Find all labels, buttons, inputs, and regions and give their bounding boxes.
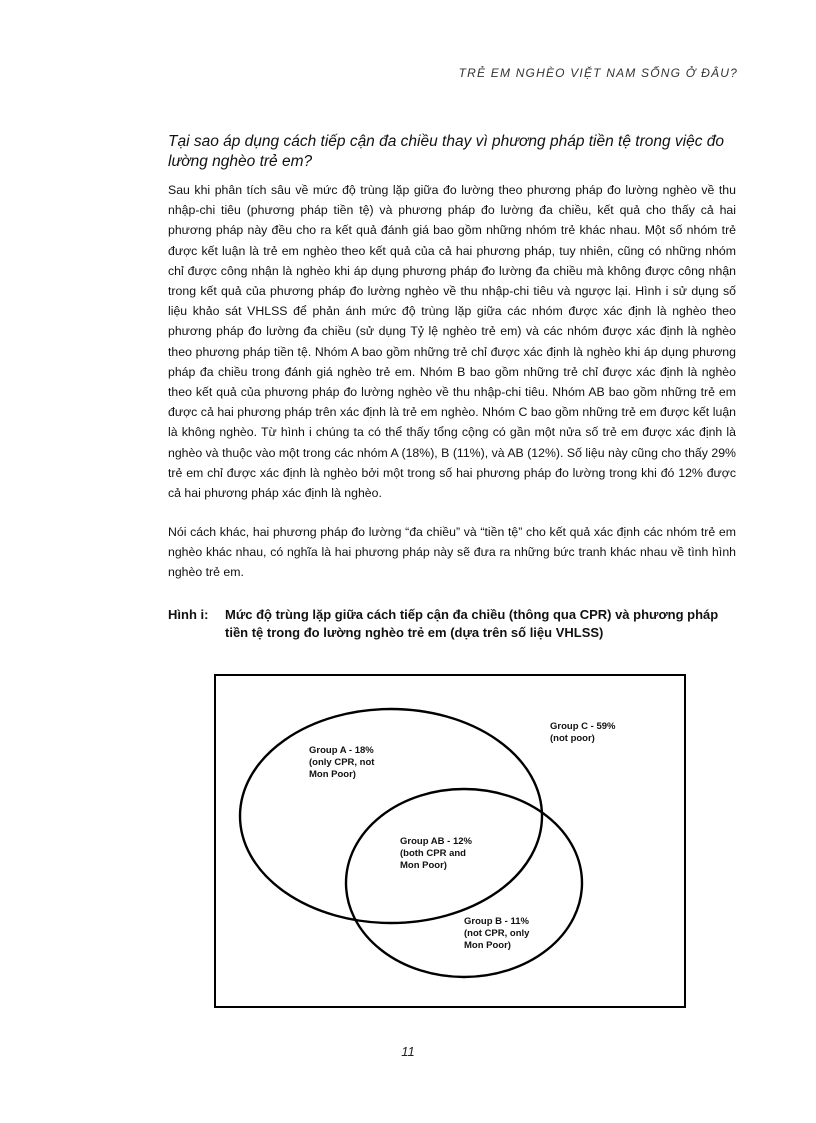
figure-caption xyxy=(168,606,728,642)
group-ab-line-2: (both CPR and xyxy=(400,848,466,859)
group-a-line-1: Group A - 18% xyxy=(309,745,374,756)
group-ab-line-1: Group AB - 12% xyxy=(400,836,472,847)
group-ab-line-3: Mon Poor) xyxy=(400,860,447,871)
figure-label: Hình i: xyxy=(168,607,209,622)
figure-caption-text: Mức độ trùng lặp giữa cách tiếp cận đa chiều (thông qua CPR) và phương pháp tiền tệ trong đo lường nghèo trẻ em (dựa trên số liệu VHLSS) xyxy=(225,607,719,640)
group-b-line-1: Group B - 11% xyxy=(464,916,529,927)
group-a-line-3: Mon Poor) xyxy=(309,769,356,780)
body-paragraph-2: Nói cách khác, hai phương pháp đo lường “đa chiều” và “tiền tệ” cho kết quả xác định các nhóm trẻ em nghèo khác nhau, có nghĩa là hai phương pháp này sẽ đưa ra những bức tranh khác nhau về tình hình nghèo trẻ em. xyxy=(168,525,736,580)
group-b-line-2: (not CPR, only xyxy=(464,928,530,939)
venn-diagram xyxy=(214,674,686,1008)
section-title: Tại sao áp dụng cách tiếp cận đa chiều thay vì phương pháp tiền tệ trong việc đo lường nghèo trẻ em? xyxy=(168,133,725,170)
group-a-label xyxy=(309,745,374,781)
group-b-label xyxy=(464,916,529,952)
body-paragraph-1: Sau khi phân tích sâu về mức độ trùng lặp giữa đo lường theo phương pháp đo lường nghèo về thu nhập-chi tiêu (phương pháp tiền tệ) và phương pháp đo lường đa chiều, kết quả cho thấy cả hai phương pháp này đều cho ra kết quả đánh giá bao gồm những nhóm trẻ khác nhau. Một số nhóm trẻ được kết luận là trẻ em nghèo theo kết quả của cả hai phương pháp, tuy nhiên, cũng có những nhóm chỉ được công nhận là nghèo khi áp dụng phương pháp đo lường đa chiều mà không được công nhận trong kết quả của phương pháp đo lường nghèo về thu nhập-chi tiêu và ngược lại. Hình i sử dụng số liệu khảo sát VHLSS để phản ánh mức độ trùng lặp giữa các nhóm được xác định là nghèo theo phương pháp đo lường đa chiều (sử dụng Tỷ lệ nghèo trẻ em) và các nhóm được xác định là nghèo theo phương pháp tiền tệ. Nhóm A bao gồm những trẻ chỉ được xác định là nghèo khi áp dụng phương pháp đa chiều trong đánh giá nghèo trẻ em. Nhóm B bao gồm những trẻ chỉ được xác định là nghèo theo kết quả của phương pháp đo lường nghèo về thu nhập-chi tiêu. Nhóm AB bao gồm những trẻ em được cả hai phương pháp trên xác định là trẻ em nghèo. Nhóm C bao gồm những trẻ em được kết luận là không nghèo. Từ hình i chúng ta có thể thấy tổng cộng có gần một nửa số trẻ em được xác định là nghèo và thuộc vào một trong các nhóm A (18%), B (11%), và AB (12%). Số liệu này cũng cho thấy 29% trẻ em chỉ được xác định là nghèo bởi một trong số hai phương pháp đo lường trong khi đó 12% được cả hai phương pháp xác định là nghèo. xyxy=(168,183,736,501)
page-number: 11 xyxy=(401,1044,415,1059)
group-c-line-2: (not poor) xyxy=(550,733,595,744)
venn-circle-cpr xyxy=(240,709,542,923)
group-ab-label xyxy=(400,836,472,872)
group-b-line-3: Mon Poor) xyxy=(464,940,511,951)
group-c-label xyxy=(550,721,615,745)
running-header: TRẺ EM NGHÈO VIỆT NAM SỐNG Ở ĐÂU? xyxy=(458,66,738,80)
group-c-line-1: Group C - 59% xyxy=(550,721,616,732)
group-a-line-2: (only CPR, not xyxy=(309,757,375,768)
